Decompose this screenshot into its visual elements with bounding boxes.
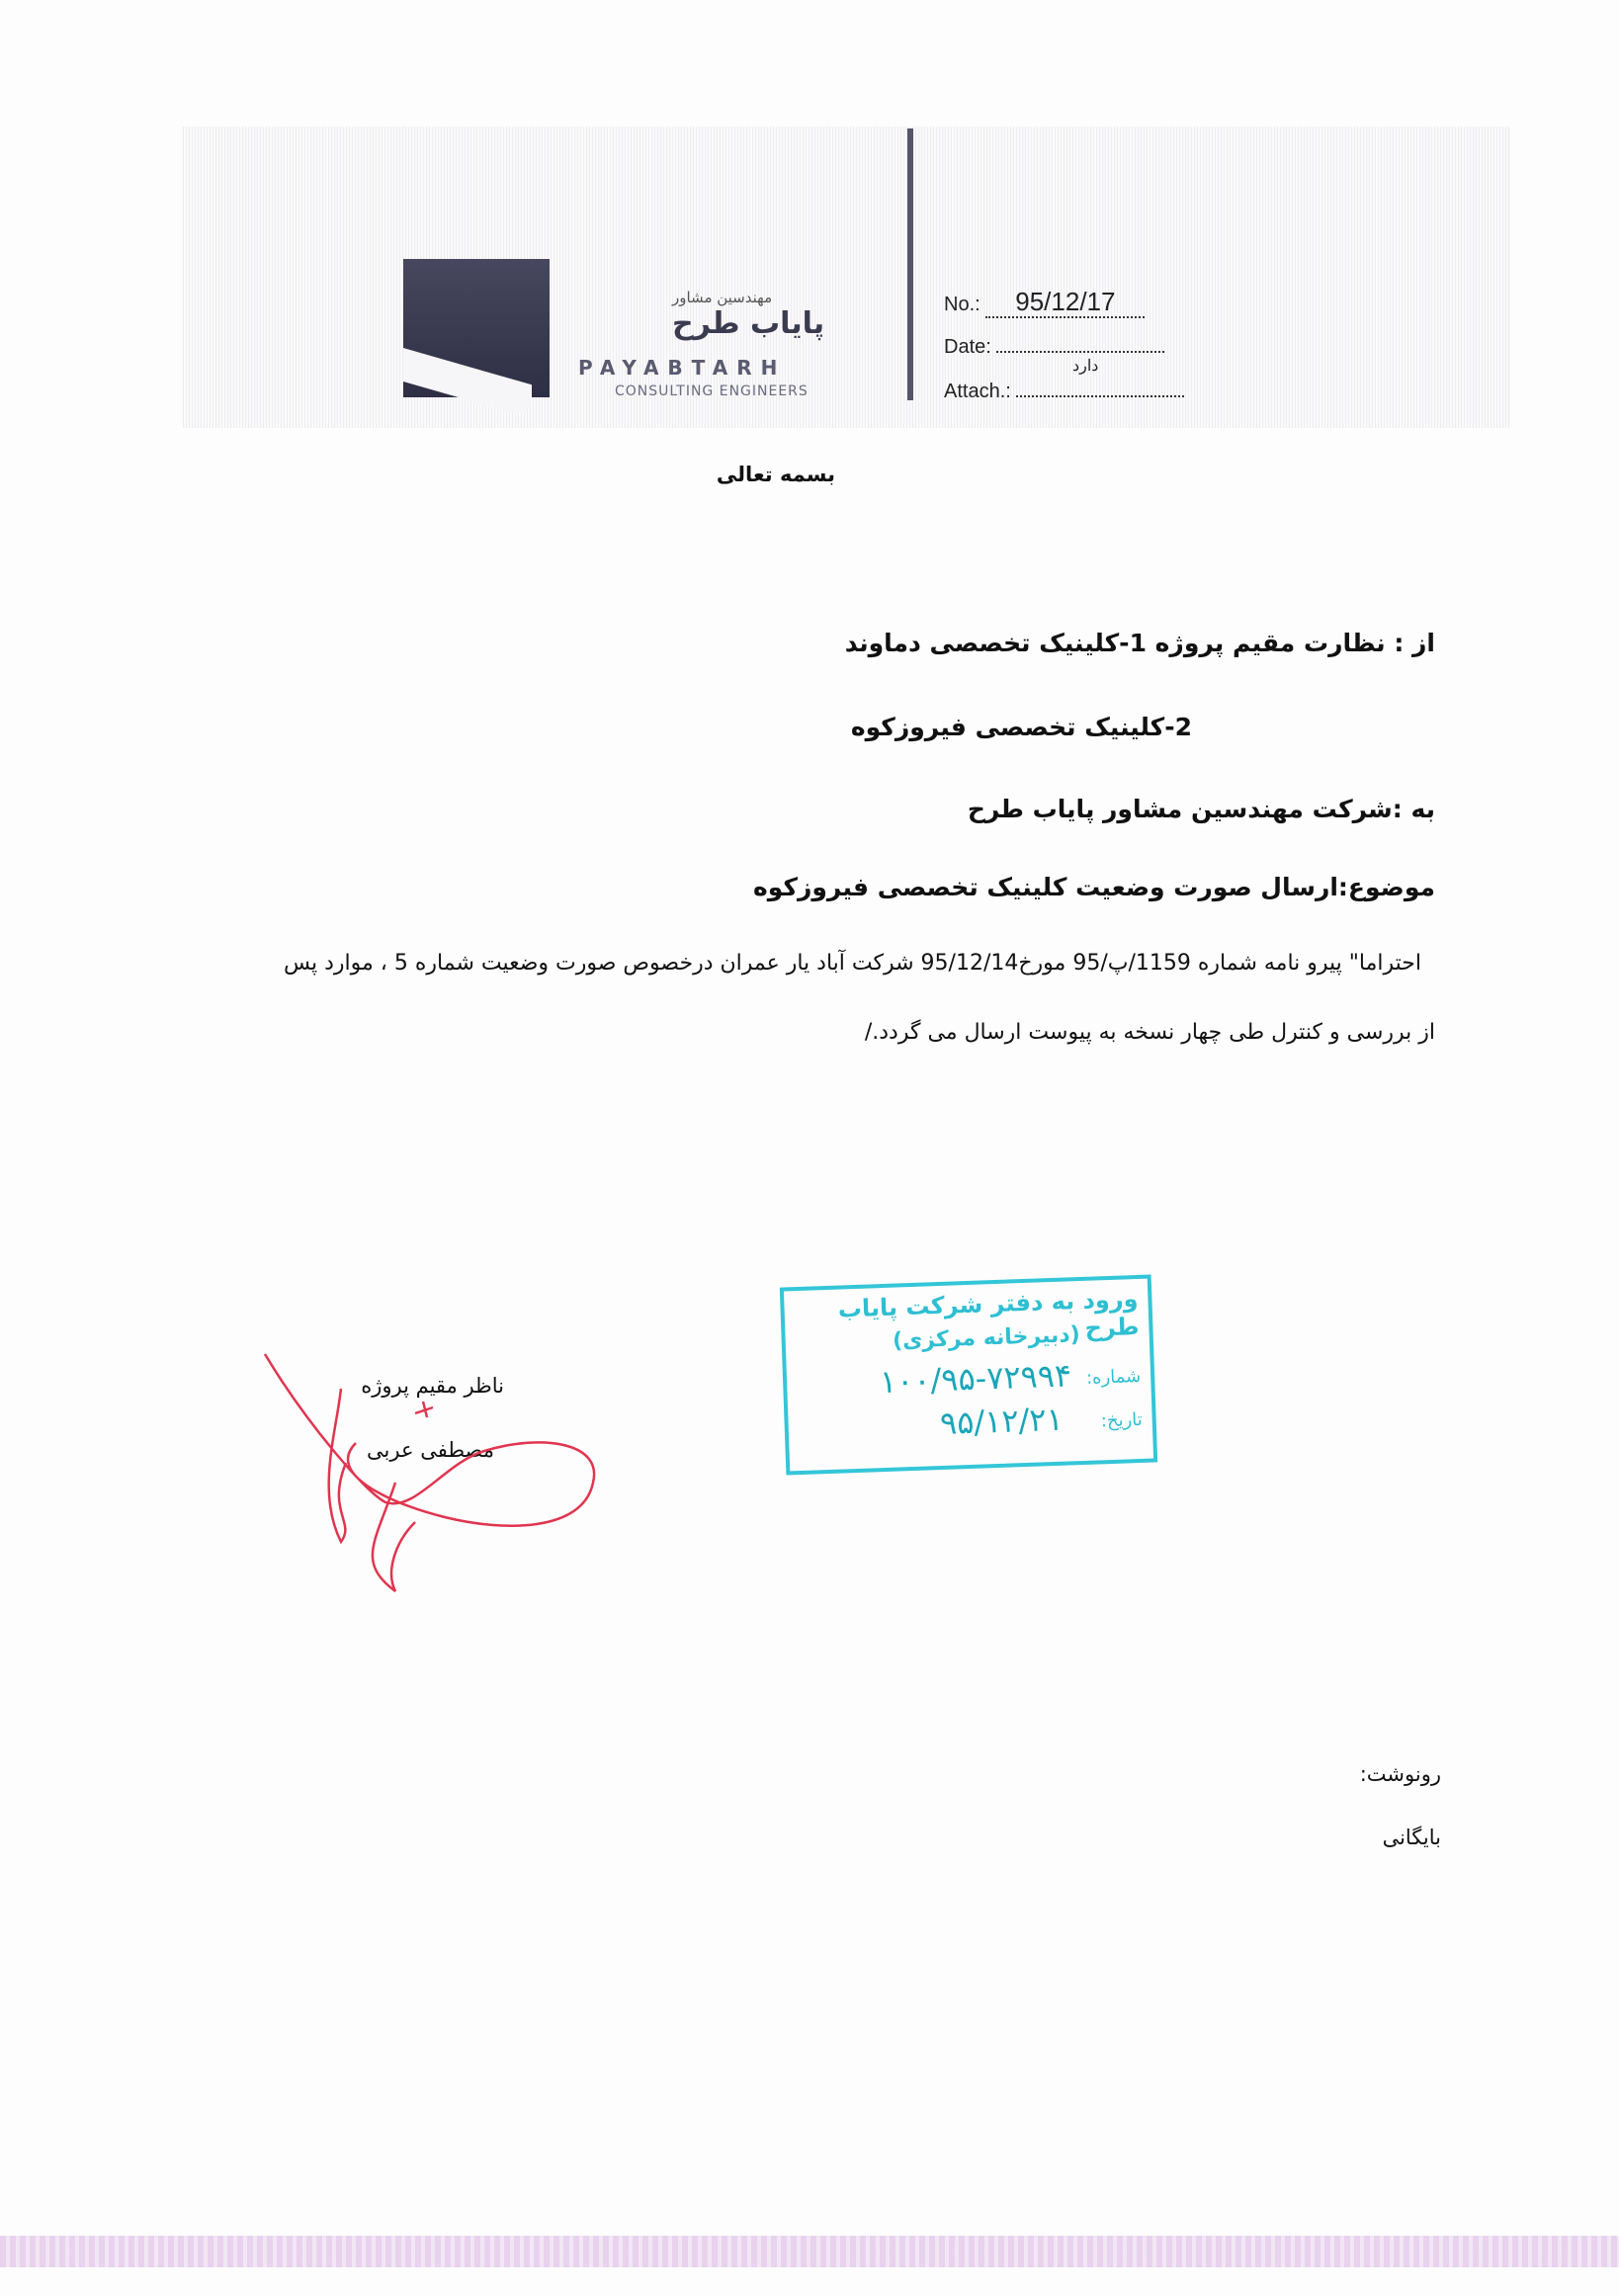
attach-dots [1016, 382, 1184, 397]
from-line-2: 2-کلینیک تخصصی فیروزکوه [850, 713, 1192, 741]
letter-number [944, 287, 1145, 317]
logo-name-en: PAYABTARH [578, 356, 787, 380]
handwritten-signature-icon [247, 1344, 613, 1601]
number-label: No.: [944, 294, 980, 315]
cc-archive: بایگانی [1382, 1826, 1441, 1849]
attach-value: دارد [1072, 358, 1099, 375]
stamp-number-label: شماره: [1085, 1365, 1142, 1389]
registry-stamp [780, 1274, 1157, 1475]
from-line: از : نظارت مقیم پروژه 1-کلینیک تخصصی دماوند [844, 629, 1435, 657]
letterhead [183, 127, 1510, 428]
date-dots [996, 337, 1164, 353]
attach-label: Attach.: [944, 381, 1011, 402]
letterhead-divider [907, 128, 913, 400]
subject-line: موضوع:ارسال صورت وضعیت کلینیک تخصصی فیروزکوه [753, 873, 1435, 901]
stamp-line-1: ورود به دفتر شرکت پایاب طرح [837, 1284, 1140, 1342]
letter-attach [944, 381, 1184, 403]
signer-title: ناظر مقیم پروژه [361, 1374, 504, 1398]
to-line: به :شرکت مهندسین مشاور پایاب طرح [967, 795, 1435, 823]
body-paragraph-line-1: احتراما" پیرو نامه شماره 1159/پ/95 مورخ95/12/14 شرکت آباد یار عمران درخصوص صورت وضعیت شماره 5 ، موارد پس [283, 951, 1421, 976]
letter-date [944, 336, 1164, 359]
stamp-date-label: تاریخ: [1100, 1408, 1144, 1432]
cc-label: رونوشت: [1359, 1762, 1441, 1786]
logo-subtitle-fa: مهندسین مشاور [672, 289, 773, 306]
logo-subtitle-en: CONSULTING ENGINEERS [615, 383, 809, 399]
stamp-date-value: ۹۵/۱۲/۲۱ [939, 1400, 1065, 1443]
date-label: Date: [944, 336, 991, 358]
stamp-line-2: (دبیرخانه مرکزی) [892, 1322, 1081, 1354]
invocation: بسمه تعالی [716, 463, 836, 486]
logo-name-fa: پایاب طرح [672, 306, 825, 341]
number-value: 95/12/17 [985, 287, 1145, 318]
stamp-number-value: ۱۰۰/۹۵-۷۲۹۹۴ [879, 1356, 1072, 1402]
body-paragraph-line-2: از بررسی و کنترل طی چهار نسخه به پیوست ارسال می گردد./ [864, 1020, 1435, 1045]
signer-name: مصطفی عربی [367, 1438, 494, 1462]
scan-edge-band [0, 2236, 1619, 2267]
